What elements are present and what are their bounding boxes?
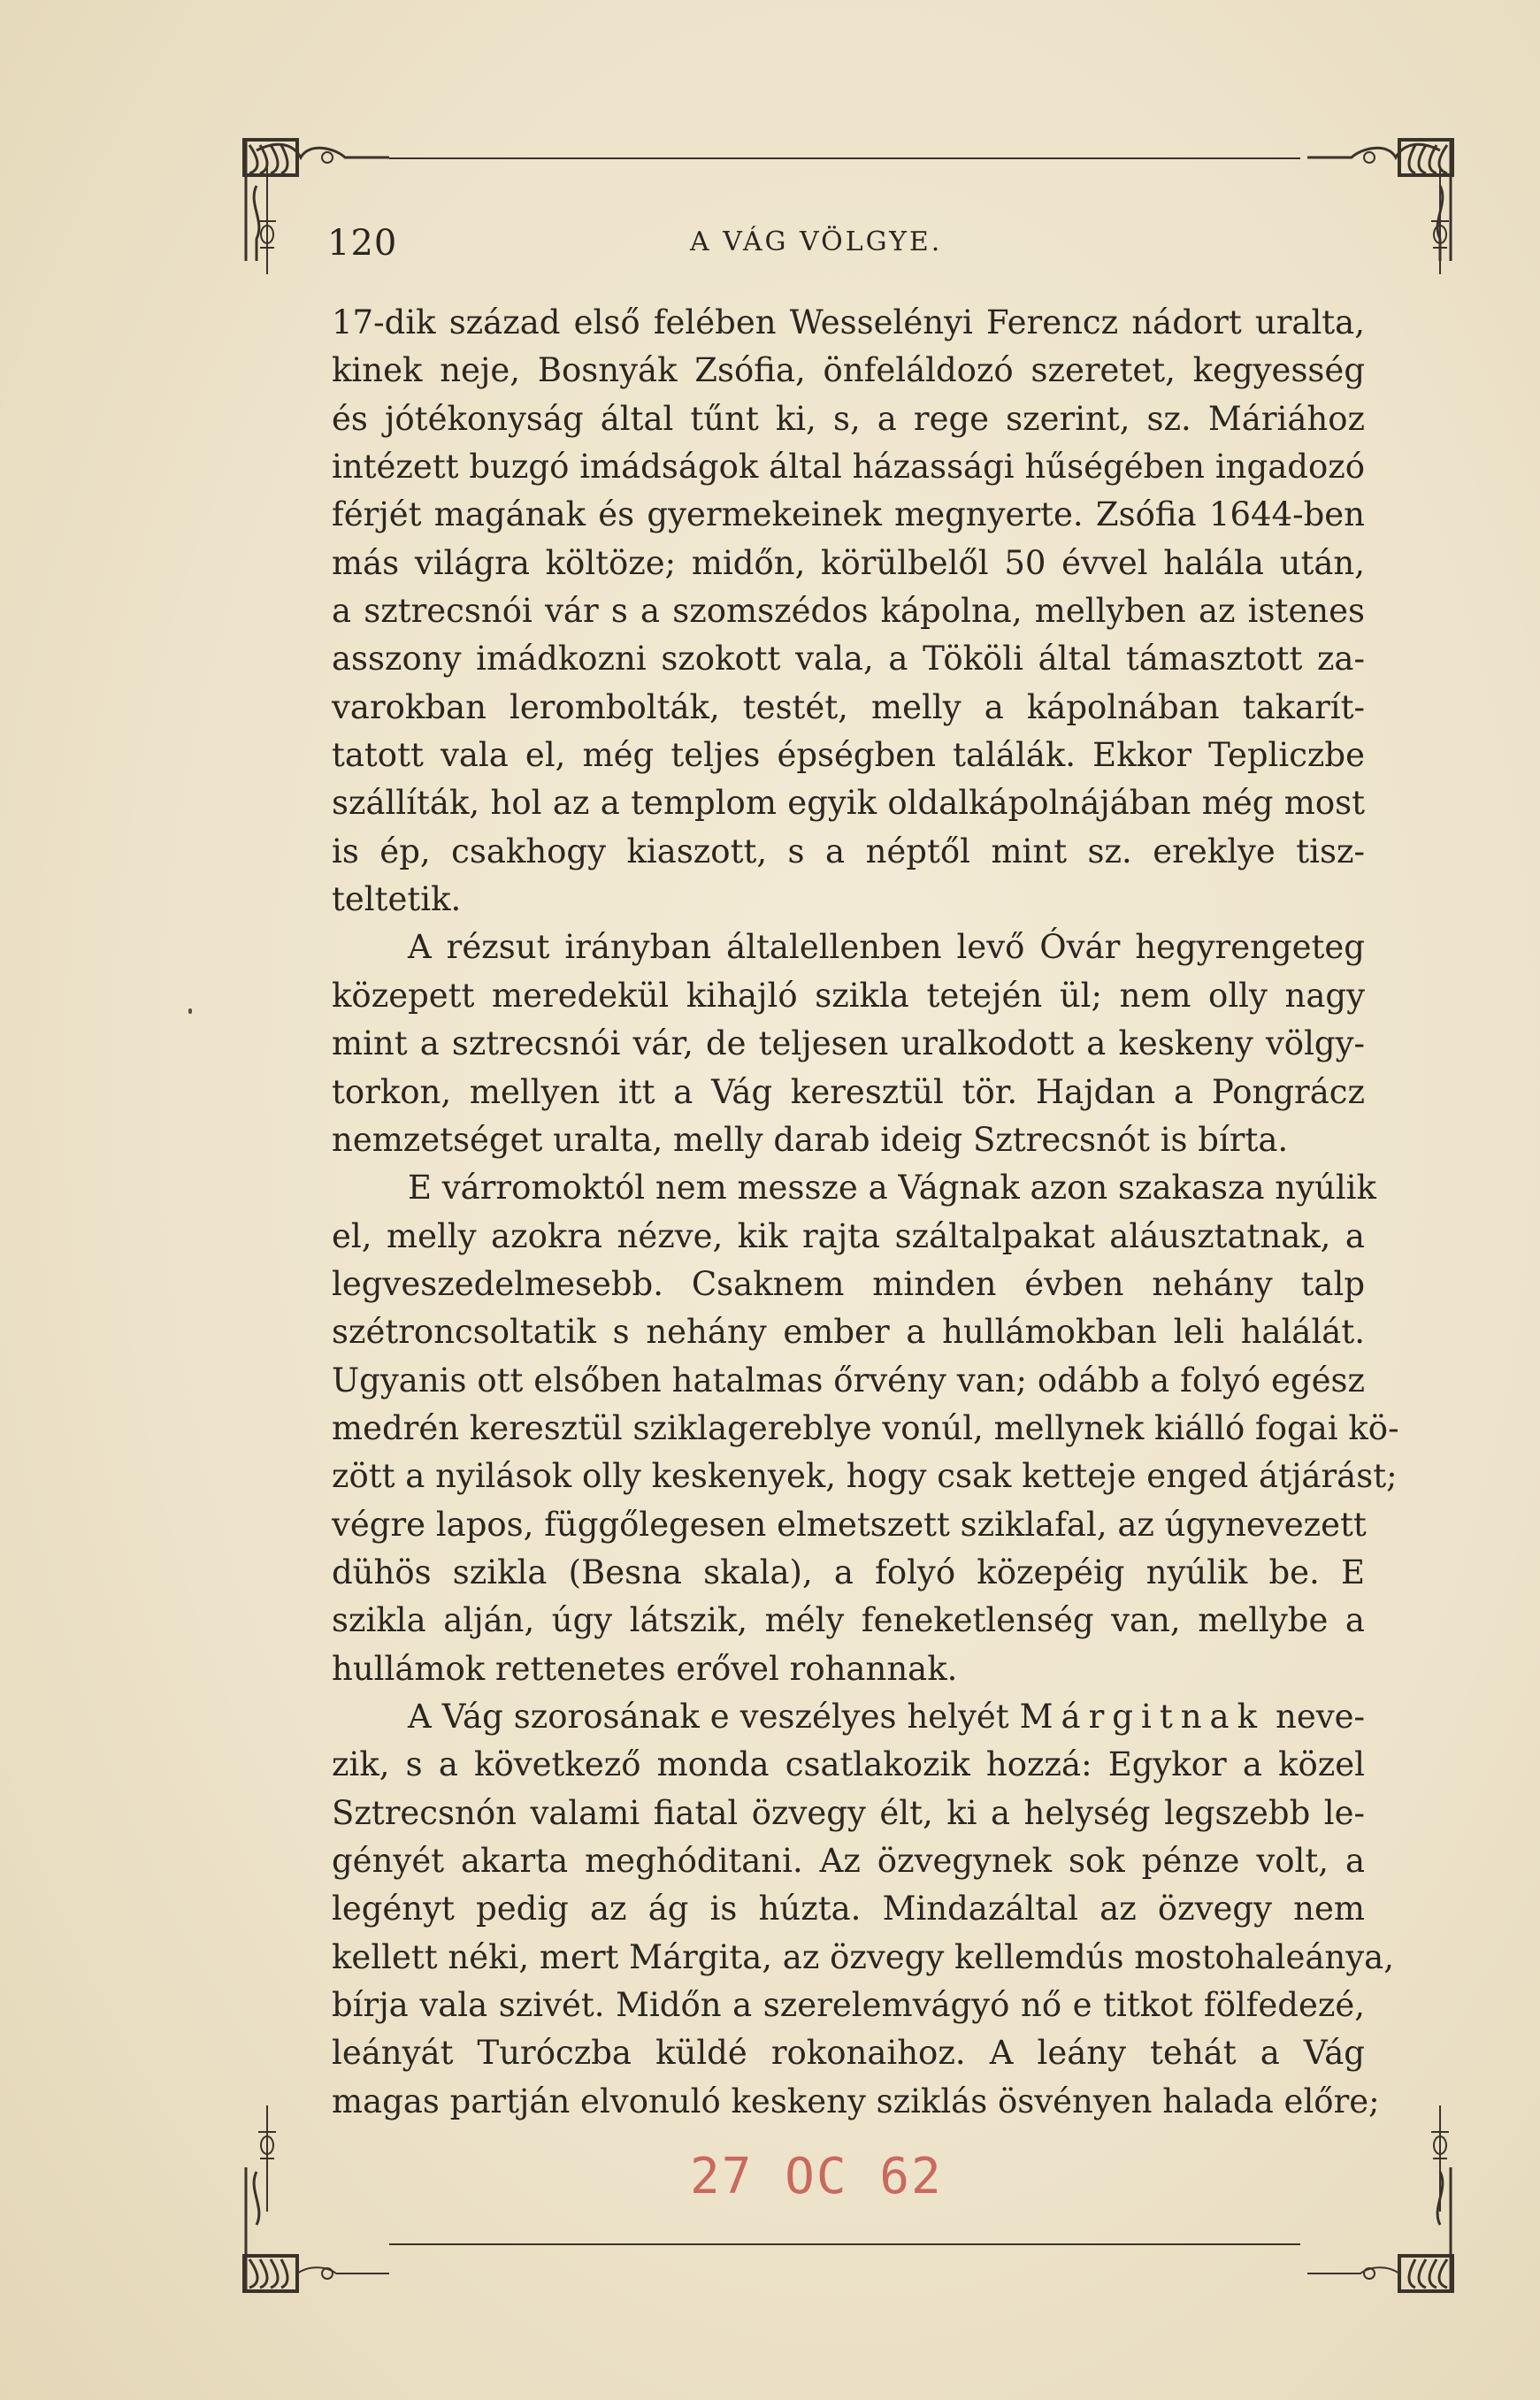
text-line: zik, s a következő monda csatlakozik hozzá: Egykor a közel	[332, 1745, 1365, 1784]
text-line: torkon, mellyen itt a Vág keresztül tör. Hajdan a Pongrácz	[332, 1072, 1365, 1111]
text-line: szállíták, hol az a templom egyik oldalkápolnájában még most	[332, 784, 1365, 823]
text-line: Ugyanis ott elsőben hatalmas őrvény van; odább a folyó egész	[332, 1361, 1365, 1399]
text-line: a sztrecsnói vár s a szomszédos kápolna, mellyben az istenes	[332, 592, 1365, 631]
running-head	[327, 223, 1371, 276]
text-line: teltetik.	[332, 880, 462, 919]
text-line: végre lapos, függőlegesen elmetszett sziklafal, az úgynevezett	[332, 1505, 1367, 1544]
side-ornament-right-bottom	[1422, 2105, 1458, 2212]
side-ornament-left-bottom	[249, 2105, 285, 2212]
body-text	[332, 299, 1399, 2126]
text-line: férjét magának és gyermekeinek megnyerte. Zsófia 1644-ben	[332, 495, 1365, 534]
running-title: A VÁG VÖLGYE.	[690, 226, 943, 257]
text-line: medrén keresztül sziklagereblye vonúl, mellynek kiálló fogai kö-	[332, 1408, 1399, 1447]
text-line: mint a sztrecsnói vár, de teljesen uralkodott a keskeny völgy-	[332, 1024, 1365, 1063]
spaced-name: Márgitnak	[1019, 1697, 1265, 1736]
text-line: zött a nyilások olly keskenyek, hogy csak ketteje enged átjárást;	[332, 1457, 1398, 1496]
text-line: más világra költöze; midőn, körülbelől 50 évvel halála után,	[332, 543, 1365, 582]
text-line: kellett néki, mert Márgita, az özvegy kellemdús mostohaleánya,	[332, 1937, 1394, 1976]
text-line: varokban lerombolták, testét, melly a kápolnában takarít-	[332, 687, 1365, 726]
text-line: Sztrecsnón valami fiatal özvegy élt, ki a helység legszebb le-	[332, 1793, 1365, 1832]
text-segment: A Vág szorosának e veszélyes helyét	[408, 1697, 1009, 1736]
text-line: közepett meredekül kihajló szikla tetején ül; nem olly nagy	[332, 976, 1365, 1015]
text-line: hullámok rettenetes erővel rohannak.	[332, 1649, 958, 1688]
frame-bottom-rule	[389, 2243, 1300, 2245]
text-line: gényét akarta meghóditani. Az özvegynek sok pénze volt, a	[332, 1842, 1365, 1880]
margin-mark	[188, 1008, 192, 1014]
text-line: bírja vala szivét. Midőn a szerelemvágyó nő e titkot fölfedezé,	[332, 1986, 1365, 2025]
text-line: magas partján elvonuló keskeny sziklás ösvényen halada előre;	[332, 2082, 1380, 2120]
stamp-text: 27 OC 62	[690, 2148, 943, 2205]
text-line: és jótékonyság által tűnt ki, s, a rege szerint, sz. Máriához	[332, 399, 1365, 438]
text-line: kinek neje, Bosnyák Zsófia, önfeláldozó szeretet, kegyesség	[332, 351, 1365, 390]
text-line: szétroncsoltatik s nehány ember a hullámokban leli halálát.	[332, 1313, 1365, 1352]
text-line: szikla alján, úgy látszik, mély feneketlenség van, mellybe a	[332, 1601, 1365, 1640]
text-line: legényt pedig az ág is húzta. Mindazáltal az özvegy nem	[332, 1890, 1365, 1928]
text-line: el, melly azokra nézve, kik rajta száltalpakat aláusztatnak, a	[332, 1216, 1365, 1255]
text-line: leányát Turóczba küldé rokonaihoz. A leány tehát a Vág	[332, 2034, 1365, 2073]
frame-top-rule	[389, 157, 1300, 159]
text-line: legveszedelmesebb. Csaknem minden évben nehány talp	[332, 1264, 1365, 1303]
text-line: intézett buzgó imádságok által házassági hűségében ingadozó	[332, 448, 1365, 487]
text-line: is ép, csakhogy kiaszott, s a néptől mint sz. ereklye tisz-	[332, 832, 1365, 870]
text-line: tatott vala el, még teljes épségben találák. Ekkor Tepliczbe	[332, 736, 1365, 775]
text-line: asszony imádkozni szokott vala, a Tököli által támasztott za-	[332, 640, 1365, 679]
page-number: 120	[327, 223, 398, 264]
text-line: 17-dik század első felében Wesselényi Ferencz nádort uralta,	[332, 303, 1365, 341]
text-line: nemzetséget uralta, melly darab ideig Sztrecsnót is bírta.	[332, 1120, 1289, 1159]
side-ornament-right-top	[1422, 168, 1458, 274]
text-line: A rézsut irányban általellenben levő Óvár hegyrengeteg	[408, 928, 1365, 967]
text-line: dühös szikla (Besna skala), a folyó közepéig nyúlik be. E	[332, 1553, 1365, 1591]
side-ornament-left-top	[249, 168, 285, 274]
text-line: E várromoktól nem messze a Vágnak azon szakasza nyúlik	[408, 1169, 1376, 1208]
text-segment: neve-	[1275, 1697, 1366, 1736]
library-stamp	[690, 2148, 943, 2205]
text-line	[332, 1693, 1365, 1741]
